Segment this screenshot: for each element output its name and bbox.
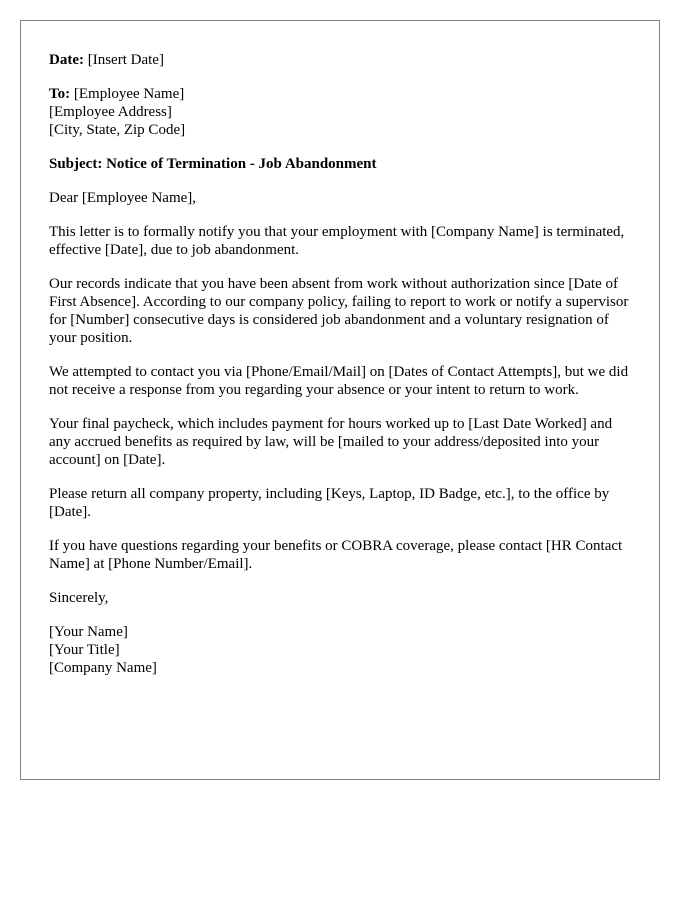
salutation: Dear [Employee Name], — [49, 190, 197, 206]
body-paragraph-questions: If you have questions regarding your benefits or COBRA coverage, please contact [HR Contact Name] at [Phone Number/Email]. — [49, 538, 623, 572]
to-label: To: — [49, 86, 71, 102]
body-paragraph-property: Please return all company property, including [Keys, Laptop, ID Badge, etc.], to the office by [Date]. — [49, 486, 610, 520]
signature-company: [Company Name] — [49, 660, 157, 676]
body-paragraph-contact: We attempted to contact you via [Phone/Email/Mail] on [Dates of Contact Attempts], but we did not receive a response from you regarding your absence or your intent to return to work. — [49, 364, 629, 398]
recipient-name: [Employee Name] — [73, 86, 185, 102]
recipient-address: [Employee Address] — [49, 104, 172, 120]
body-paragraph-intro: This letter is to formally notify you that your employment with [Company Name] is terminated, effective [Date], due to job abandonment. — [49, 224, 625, 258]
signature-name: [Your Name] — [49, 624, 128, 640]
recipient-city: [City, State, Zip Code] — [49, 122, 186, 138]
subject-line: Subject: Notice of Termination - Job Abandonment — [49, 156, 377, 172]
body-paragraph-absence: Our records indicate that you have been absent from work without authorization since [Date of First Absence]. According to our company policy, failing to report to work or notify a supervisor for [Number] consecutive days is considered job abandonment and a voluntary resignation of your position. — [49, 276, 629, 346]
recipient-block — [49, 85, 631, 139]
signature-title: [Your Title] — [49, 642, 120, 658]
date-value: [Insert Date] — [87, 52, 164, 68]
letter-document — [20, 20, 660, 780]
recipient-name-line — [49, 85, 631, 103]
closing: Sincerely, — [49, 590, 109, 606]
date-label: Date: — [49, 52, 84, 68]
body-paragraph-paycheck: Your final paycheck, which includes payment for hours worked up to [Last Date Worked] and any accrued benefits as required by law, will be [mailed to your address/deposited into your account] on [Date]. — [49, 416, 613, 468]
date-line — [49, 51, 631, 69]
signature-block — [49, 623, 631, 677]
